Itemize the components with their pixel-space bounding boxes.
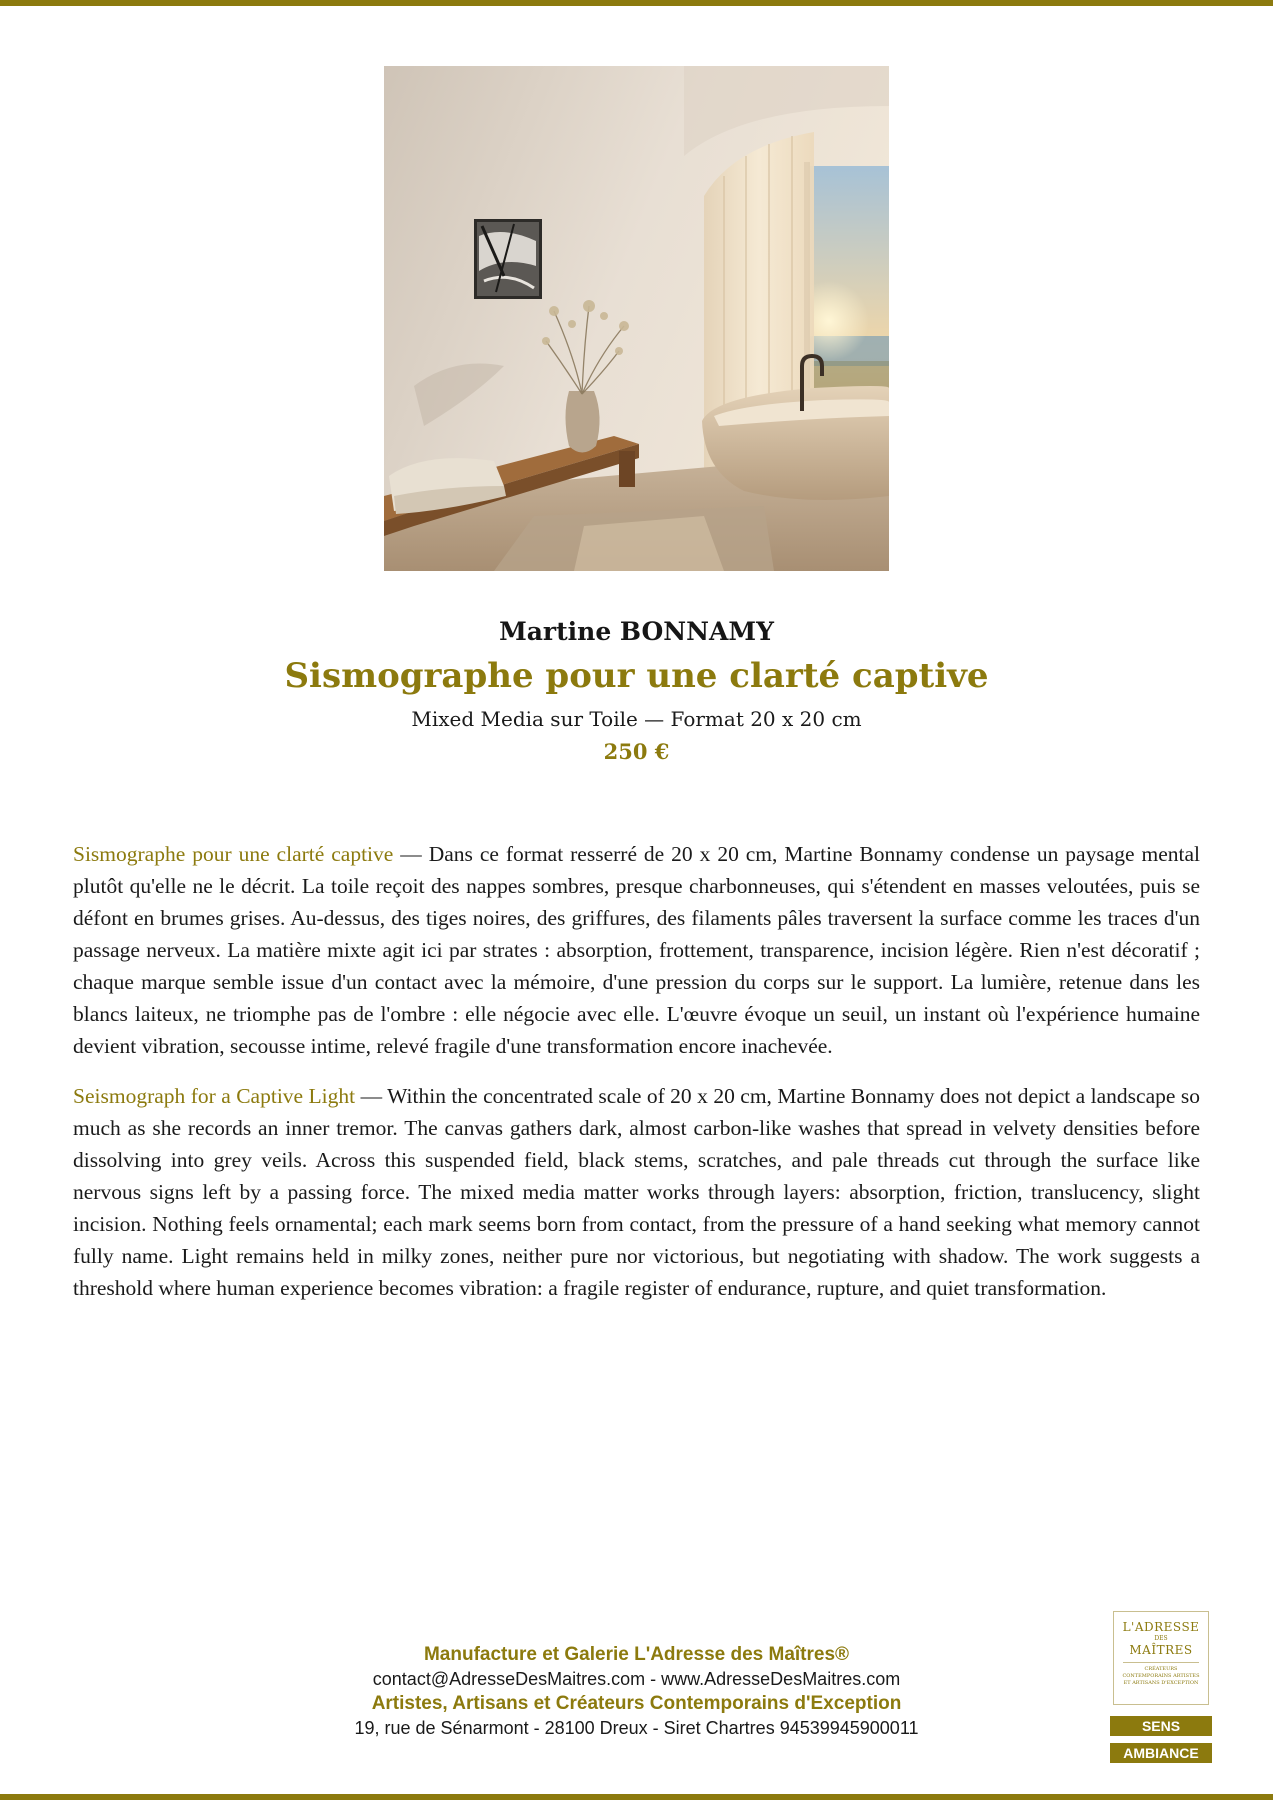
footer-address: 19, rue de Sénarmont - 28100 Dreux - Siret Chartres 94539945900011 (354, 1718, 919, 1738)
description-english (73, 1080, 1200, 1304)
logo-line-3: MAÎTRES (1129, 1643, 1193, 1657)
artwork-price: 250 € (603, 739, 670, 764)
gallery-logo (1113, 1611, 1209, 1705)
description-english-body: — Within the concentrated scale of 20 x 20 cm, Martine Bonnamy does not depict a landscape so much as she records an inner tremor. The canvas gathers dark, almost carbon-like washes that spread in velvety densities before dissolving into grey veils. Across this suspended field, black stems, scratches, and pale threads cut through the surface like nervous signs left by a passing force. The mixed media matter works through layers: absorption, friction, translucency, slight incision. Nothing feels ornamental; each mark seems born from contact, from the pressure of a hand seeking what memory cannot fully name. Light remains held in milky zones, neither pure nor victorious, but negotiating with shadow. The work suggests a threshold where human experience becomes vibration: a fragile register of endurance, rupture, and quiet transformation. (73, 1084, 1200, 1300)
logo-line-1: L'ADRESSE (1122, 1620, 1200, 1634)
artwork-title: Sismographe pour une clarté captive (284, 656, 989, 696)
bottom-rule (0, 1794, 1273, 1800)
page-footer (0, 1642, 1273, 1740)
logo-divider (1123, 1662, 1199, 1663)
description-french-lead: Sismographe pour une clarté captive (73, 842, 394, 866)
footer-gallery-name: Manufacture et Galerie L'Adresse des Maîtres® (423, 1644, 850, 1665)
description-french-body: — Dans ce format resserré de 20 x 20 cm, Martine Bonnamy condense un paysage mental plutôt qu'elle ne le décrit. La toile reçoit des nappes sombres, presque charbonneuses, qui s'étendent en masses veloutées, puis se défont en brumes grises. Au-dessus, des tiges noires, des griffures, des filaments pâles traversent la surface comme les traces d'un passage nerveux. La matière mixte agit ici par strates : absorption, frottement, transparence, incision légère. Rien n'est décoratif ; chaque marque semble issue d'un contact avec la mémoire, d'une pression du corps sur le support. La lumière, retenue dans les blancs laiteux, ne triomphe pas de l'ombre : elle négocie avec elle. L'œuvre évoque un seuil, un instant où l'expérience humaine devient vibration, secousse intime, relevé fragile d'une transformation encore inachevée. (73, 842, 1200, 1058)
footer-tagline: Artistes, Artisans et Créateurs Contemporains d'Exception (371, 1693, 902, 1714)
logo-line-2: DES (1154, 1635, 1168, 1642)
artwork-room-photo (384, 66, 889, 571)
sens-button[interactable]: SENS (1110, 1716, 1212, 1736)
artwork-medium: Mixed Media sur Toile — Format 20 x 20 cm (411, 707, 862, 731)
description-english-lead: Seismograph for a Captive Light (73, 1084, 356, 1108)
artist-name: Martine BONNAMY (499, 617, 774, 646)
ambiance-button[interactable]: AMBIANCE (1110, 1743, 1212, 1763)
logo-line-4: CRÉATEURS CONTEMPORAINS ARTISTES ET ARTISANS D'EXCEPTION (1122, 1666, 1200, 1686)
description-block (73, 838, 1200, 1322)
description-french (73, 838, 1200, 1062)
footer-contact: contact@AdresseDesMaitres.com - www.AdresseDesMaitres.com (372, 1669, 901, 1689)
top-rule (0, 0, 1273, 6)
artwork-heading (0, 612, 1273, 768)
